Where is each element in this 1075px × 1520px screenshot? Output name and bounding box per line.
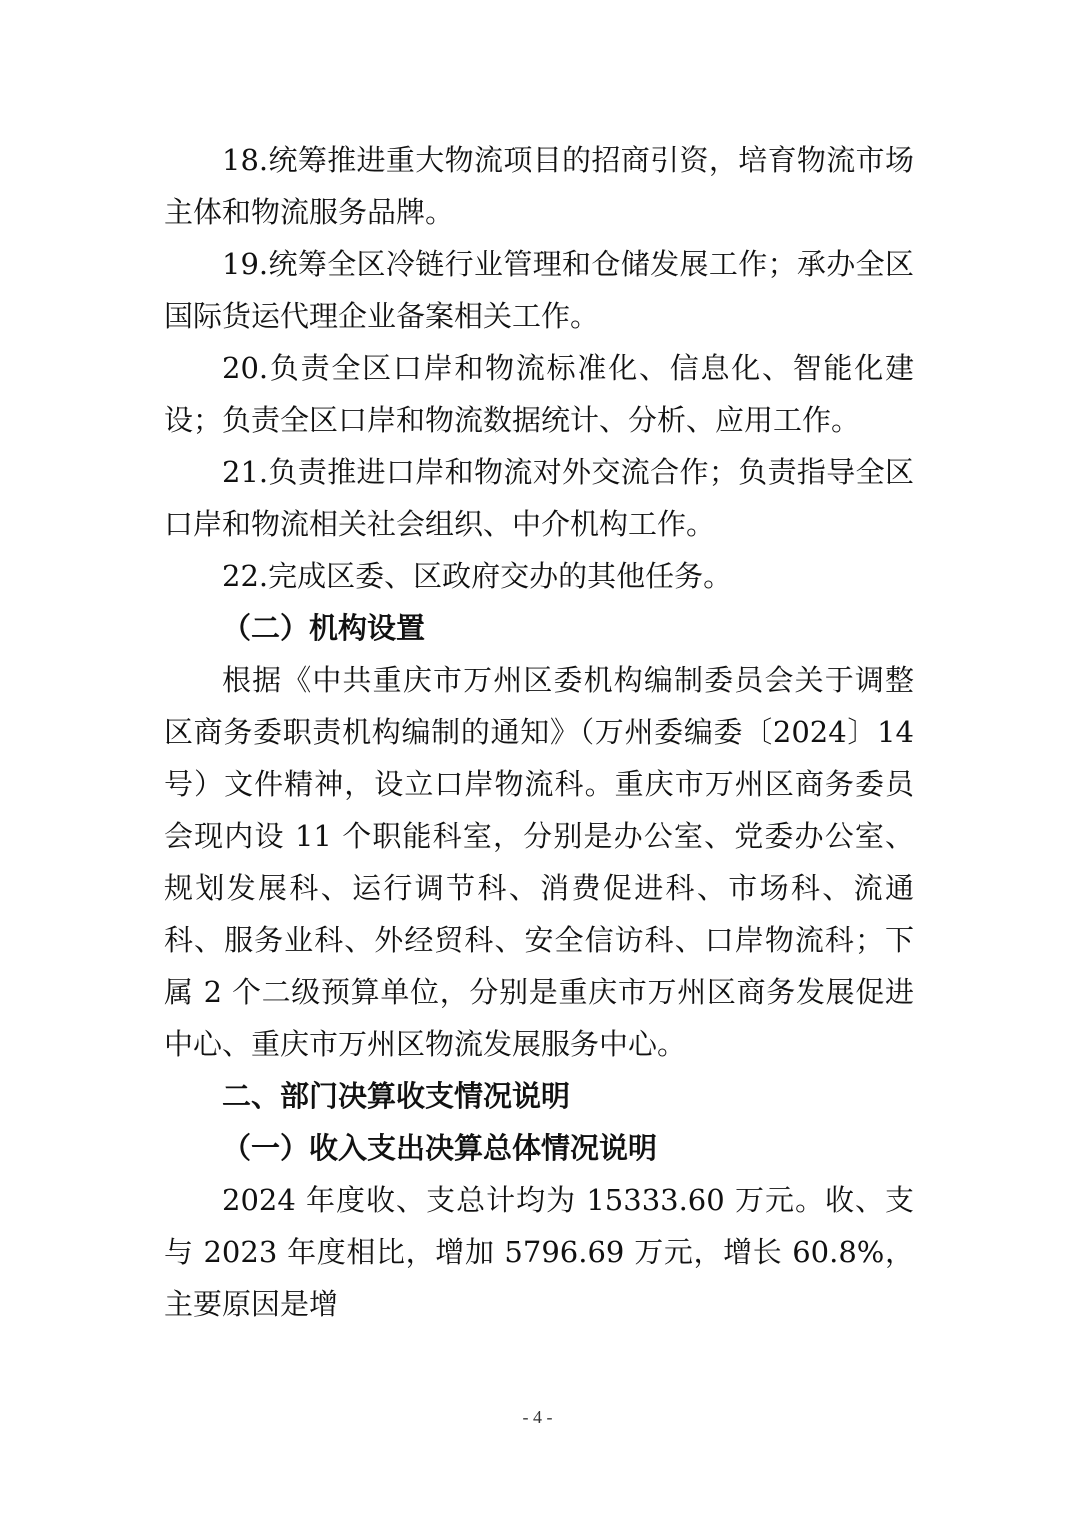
paragraph-item-19: 19.统筹全区冷链行业管理和仓储发展工作；承办全区国际货运代理企业备案相关工作。 [164, 247, 914, 333]
paragraph-item-20: 20.负责全区口岸和物流标准化、信息化、智能化建设；负责全区口岸和物流数据统计、分析、应用工作。 [164, 351, 914, 437]
budget-section-body: 2024 年度收、支总计均为 15333.60 万元。收、支与 2023 年度相比，增加 5796.69 万元，增长 60.8%，主要原因是增 [164, 1183, 914, 1321]
org-section-body: 根据《中共重庆市万州区委机构编制委员会关于调整区商务委职责机构编制的通知》（万州委编委〔2024〕14号）文件精神，设立口岸物流科。重庆市万州区商务委员会现内设 11 个职能科室，分别是办公室、党委办公室、规划发展科、运行调节科、消费促进科、市场科、流通科、服务业科、外经贸科、安全信访科、口岸物流科；下属 2 个二级预算单位，分别是重庆市万州区商务发展促进中心、重庆市万州区物流发展服务中心。 [164, 663, 914, 1061]
org-section-heading: （二）机构设置 [222, 611, 426, 645]
budget-subsection-heading: （一）收入支出决算总体情况说明 [222, 1131, 658, 1165]
document-page [164, 134, 914, 1330]
paragraph-item-21: 21.负责推进口岸和物流对外交流合作；负责指导全区口岸和物流相关社会组织、中介机构工作。 [164, 455, 914, 541]
budget-section-heading: 二、部门决算收支情况说明 [222, 1079, 571, 1113]
page-number: - 4 - [522, 1407, 553, 1427]
paragraph-item-18: 18.统筹推进重大物流项目的招商引资，培育物流市场主体和物流服务品牌。 [164, 143, 914, 229]
paragraph-item-22: 22.完成区委、区政府交办的其他任务。 [222, 559, 733, 593]
